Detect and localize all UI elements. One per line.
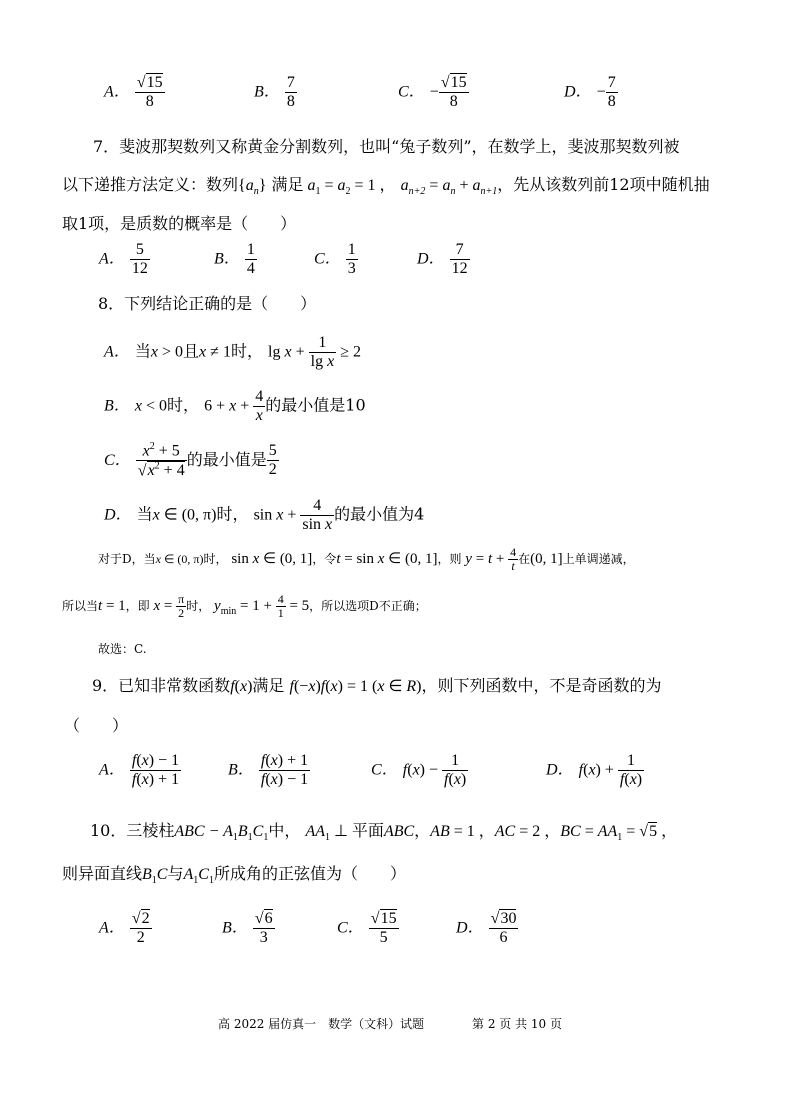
numerator: 1 (246, 241, 255, 258)
fraction: $\frac{4}{1}$ (277, 592, 284, 621)
denominator: 5 (379, 928, 388, 946)
text: 与 (167, 864, 184, 883)
denominator: 3 (347, 259, 356, 277)
text: 且 (183, 341, 200, 361)
denominator: 12 (451, 259, 468, 277)
explanation-line1: 对于D，当x ∈ (0, π)时， sin x ∈ (0, 1]，令t = sin x ∈ (0, 1]，则 y = t + $\frac{4}{t}$ 在(0, 1]上单调递减， (98, 545, 635, 574)
q10-stem-line1: 10．三棱柱ABC − $A_1B_1C_1$中， $AA_1$ ⊥ 平面ABC，AB = 1 ，AC = 2 ，BC = $AA_1 = √5$ ， (90, 821, 678, 844)
radicand: 30 (500, 910, 517, 927)
q9-option-a (99, 752, 181, 788)
text: 当 (136, 504, 153, 524)
explanation-line3: 故选：C. (98, 642, 147, 656)
fraction: $\frac{√30}{6}$ (490, 910, 517, 946)
q9-paren: （ ） (64, 716, 129, 735)
text: 在 (518, 552, 531, 567)
fraction: $\frac{f(x) - 1}{f(x) + 1}$ (131, 752, 180, 788)
text: 时， (186, 599, 211, 614)
fraction: $\frac{√15}{5}$ (370, 910, 397, 946)
text: 所成角的正弦值为（ ） (213, 864, 406, 883)
text: 平面 (351, 821, 384, 840)
option-label: C． (337, 919, 364, 937)
text: 对于D，当 (98, 552, 156, 567)
q6-option-a (104, 74, 165, 110)
option-label: D． (564, 83, 592, 101)
text: 时， (203, 552, 228, 567)
denominator: 2 (136, 928, 145, 946)
q9-stem: 9．已知非常数函数f(x)满足 f(−x)f(x) = 1 (x ∈ R)，则下列函数中，不是奇函数的为 (92, 676, 662, 695)
explanation-line2: 所以当t = 1，即 x = $\frac{\pi}{2}$ 时， $y_{min} = 1$ + $\frac{4}{1}$ = 5，所以选项D不正确； (62, 592, 427, 621)
q8-option-b: B． x < 0时， 6 + x + $\frac{4}{x}$ 的最小值是10 (104, 388, 366, 424)
denominator: 12 (131, 259, 148, 277)
q10-option-c (337, 910, 399, 946)
option-label: D． (456, 919, 484, 937)
denominator: 3 (259, 928, 268, 946)
q7-option-d (417, 241, 470, 277)
fraction: $\frac{√15}{8}$ (136, 74, 163, 110)
fraction (450, 241, 470, 277)
option-label: D． (546, 761, 574, 779)
q7-option-a (99, 241, 150, 277)
option-label: C． (371, 761, 398, 779)
option-label: C． (398, 83, 425, 101)
q10-option-a (99, 910, 152, 946)
q7-stem-line2: 以下递推方法定义：数列$\{a_n\}$ 满足 $a_1 = a_2 = 1$ ， $a_{n+2} = a_n + a_{n+1}$，先从该数列前12项中随机抽 (62, 175, 710, 198)
fraction: $\frac{1}{\text{lg x}}$ (310, 334, 335, 370)
numerator: 5 (130, 241, 150, 260)
fraction: $\frac{4}{t}$ (510, 545, 517, 574)
q6-option-d: D． − $\frac{7}{8}$ (564, 74, 616, 110)
radicand: 15 (380, 910, 397, 927)
q7-option-c (314, 241, 358, 277)
fraction: $\frac{4}{x}$ (255, 388, 264, 424)
denominator: 6 (499, 928, 508, 946)
q9-option-d: D． f(x) + $\frac{1}{f(x)}$ (546, 752, 643, 788)
q7-stem-line3: 取1项，是质数的概率是（ ） (62, 214, 297, 233)
q10-option-b (222, 910, 275, 946)
radicand: 6 (264, 910, 273, 927)
text: 上单调递减， (562, 552, 635, 567)
q7-stem-line1: 7．斐波那契数列又称黄金分割数列，也叫“兔子数列”，在数学上，斐波那契数列被 (93, 137, 680, 156)
fraction: $\frac{x^2 + 5}{√x^2 + 4}$ (137, 441, 185, 480)
text: ，则下列函数中，不是奇函数的为 (421, 676, 662, 695)
q7-option-b (214, 241, 257, 277)
q8-option-d: D． 当x ∈ (0, π)时， sin x + $\frac{4}{\text{sin x}}$ 的最小值为4 (104, 497, 425, 533)
denominator: 4 (246, 259, 255, 277)
fraction: $\frac{f(x) + 1}{f(x) - 1}$ (260, 752, 309, 788)
numerator: 7 (450, 241, 470, 260)
option-label: A． (99, 761, 125, 779)
text: 9．已知非常数函数 (92, 676, 231, 695)
q9-option-b (228, 752, 310, 788)
text: 的最小值为4 (334, 504, 425, 524)
footer-page-number: 第 2 页 共 10 页 (472, 1017, 562, 1031)
text: 满足 (271, 175, 304, 194)
fraction: $\frac{1}{f(x)}$ (619, 752, 643, 788)
option-label: B． (228, 761, 254, 779)
q8-option-a: A． 当x > 0且x ≠ 1时， lg x + $\frac{1}{\text{lg x}}$ ≥ 2 (104, 334, 361, 370)
option-label: D． (417, 250, 445, 268)
text: 的最小值是 (186, 449, 267, 469)
text: 所以当 (62, 599, 99, 614)
q8-option-c (104, 441, 279, 480)
text: ，先从该数列前12项中随机抽 (497, 175, 710, 194)
option-label: A． (99, 919, 125, 937)
radicand: 2 (141, 910, 150, 927)
fraction: $\frac{4}{\text{sin x}}$ (302, 497, 333, 533)
text: 时， (230, 341, 263, 361)
option-label: D． (104, 506, 132, 524)
text: 当 (134, 341, 151, 361)
q10-option-d (456, 910, 518, 946)
text: 的最小值是10 (265, 395, 366, 415)
option-label: B． (254, 83, 280, 101)
text: ，所以选项D不正确； (309, 599, 427, 614)
text: 时， (216, 504, 249, 524)
fraction: $\frac{√6}{3}$ (254, 910, 273, 946)
fraction: $\frac{√15}{8}$ (440, 74, 467, 110)
fraction: $\frac{5}{2}$ (268, 442, 277, 478)
text: 则异面直线 (62, 864, 143, 883)
text: 时， (167, 395, 200, 415)
text: 以下递推方法定义：数列 (62, 175, 239, 194)
fraction: $\frac{7}{8}$ (607, 74, 616, 110)
q6-option-b (254, 74, 297, 110)
fraction: $\frac{7}{8}$ (286, 74, 295, 110)
q10-stem-line2: 则异面直线$B_1C$与$A_1C_1$所成角的正弦值为（ ） (62, 864, 406, 887)
fraction: $\frac{\pi}{2}$ (178, 592, 185, 621)
fraction (245, 241, 257, 277)
option-label: C． (314, 250, 341, 268)
fraction (346, 241, 358, 277)
fraction (130, 241, 150, 277)
q6-option-c: C． − $\frac{√15}{8}$ (398, 74, 467, 110)
option-label: A． (104, 343, 130, 361)
numerator: 1 (347, 241, 356, 258)
option-label: B． (104, 397, 130, 415)
text: ，令 (312, 552, 337, 567)
fraction: $\frac{√2}{2}$ (131, 910, 150, 946)
option-label: A． (99, 250, 125, 268)
footer-title: 高 2022 届仿真一 数学（文科）试题 (218, 1017, 425, 1031)
option-label: C． (104, 451, 131, 469)
fraction: $\frac{1}{f(x)}$ (444, 752, 467, 788)
option-label: A． (104, 83, 130, 101)
option-label: B． (214, 250, 240, 268)
text: 满足 (252, 676, 285, 695)
q8-stem: 8．下列结论正确的是（ ） (98, 294, 317, 313)
text: ，则 (437, 552, 462, 567)
text: ，即 (125, 599, 150, 614)
q9-option-c: C． f(x) − $\frac{1}{f(x)}$ (371, 752, 467, 788)
text: 中， (268, 821, 301, 840)
option-label: B． (222, 919, 248, 937)
text: 10．三棱柱 (90, 821, 175, 840)
